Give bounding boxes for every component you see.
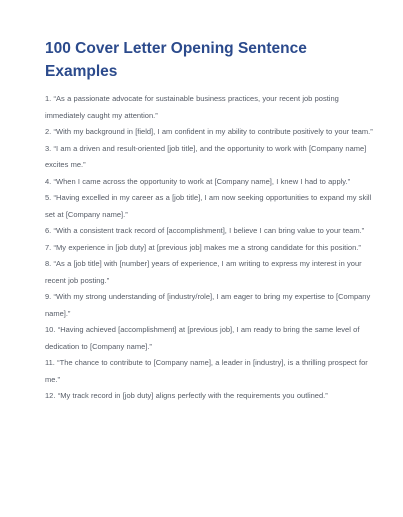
list-item: 2. “With my background in [field], I am confident in my ability to contribute positively to your team.” [45, 127, 373, 136]
list-item: 1. “As a passionate advocate for sustainable business practices, your recent job posting immediately caught my attention.” [45, 94, 339, 120]
list-item: 5. “Having excelled in my career as a [job title], I am now seeking opportunities to expand my skill set at [Company name].” [45, 193, 372, 219]
list-item: 6. “With a consistent track record of [accomplishment], I believe I can bring value to your team.” [45, 226, 365, 235]
example-list [45, 91, 375, 405]
document-title: 100 Cover Letter Opening Sentence Examples [45, 40, 307, 80]
list-item: 3. “I am a driven and result-oriented [job title], and the opportunity to work with [Company name] excites me.” [45, 143, 367, 169]
list-item: 12. “My track record in [job duty] aligns perfectly with the requirements you outlined.” [45, 391, 328, 400]
list-item: 10. “Having achieved [accomplishment] at [previous job], I am ready to bring the same level of dedication to [Company name].” [45, 325, 360, 351]
list-item: 4. “When I came across the opportunity to work at [Company name], I knew I had to apply.” [45, 176, 351, 186]
list-item: 8. “As a [job title] with [number] years of experience, I am writing to express my interest in your recent job posting.” [45, 259, 362, 285]
list-item: 9. “With my strong understanding of [industry/role], I am eager to bring my expertise to [Company name].” [45, 292, 371, 318]
list-item: 11. “The chance to contribute to [Company name], a leader in [industry], is a thrilling prospect for me.” [45, 358, 368, 384]
list-item: 7. “My experience in [job duty] at [previous job] makes me a strong candidate for this position.” [45, 242, 361, 252]
